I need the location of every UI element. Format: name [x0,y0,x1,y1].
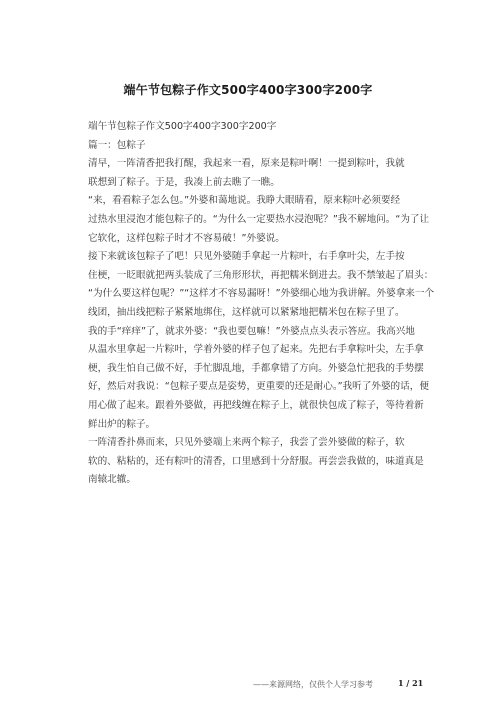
paragraph-line: 住梗，一眨眼就把两头装成了三角形形状，再把糯米倒进去。我不禁皱起了眉头： [88,269,434,281]
paragraph-line: 过热水里浸泡才能包粽子的。“为什么一定要热水浸泡呢？”我不解地问。“为了让 [88,213,430,225]
section-heading: 篇一：包粽子 [88,139,146,151]
paragraph-line: 接下来就该包粽子了吧！只见外婆随手拿起一片粽叶，右手拿叶尖，左手按 [88,251,405,263]
paragraph-line: “来，看看粽子怎么包。”外婆和蔼地说。我睁大眼睛看，原来粽叶必须要经 [88,195,401,207]
paragraph-line: 从温水里拿起一片粽叶，学着外婆的样子包了起来。先把右手拿粽叶尖，左手拿 [88,344,424,356]
paragraph-line: 清早，一阵清香把我打醒，我起来一看，原来是粽叶啊！一提到粽叶，我就 [88,158,405,170]
paragraph-line: 线团，抽出线把粽子紧紧地绑住，这样就可以紧紧地把糯米包在粽子里了。 [88,306,405,318]
paragraph-line: 好，然后对我说：“包粽子要点是姿势，更重要的还是耐心。”我听了外婆的话，便 [88,381,429,393]
document-title: 端午节包粽子作文500字400字300字200字 [123,83,373,97]
paragraph-line: 软的、粘粘的，还有粽叶的清香，口里感到十分舒服。再尝尝我做的，味道真是 [88,455,424,467]
subtitle-line: 端午节包粽子作文500字400字300字200字 [88,121,277,132]
footer-source-note: ——来源网络，仅供个人学习参考 [253,680,373,689]
paragraph-line: 梗，我生怕自己做不好，手忙脚乱地，手都拿错了方向。外婆急忙把我的手势摆 [88,362,424,374]
document-body [88,118,435,490]
paragraph-line: “为什么要这样包呢？”“这样才不容易漏呀！”外婆细心地为我讲解。外婆拿来一个 [88,288,435,300]
page-total: 21 [412,678,424,688]
paragraph-line: 它软化，这样包粽子时才不容易破！”外婆说。 [88,232,285,244]
paragraph-line: 用心做了起来。跟着外婆做，再把线缠在粽子上，就很快包成了粽子，等待着新 [88,399,424,411]
paragraph-line: 南辕北辙。 [88,474,136,486]
page-current: 1 [398,678,404,688]
paragraph-line: 鲜出炉的粽子。 [88,418,156,430]
paragraph-line: 一阵清香扑鼻而来，只见外婆端上来两个粽子，我尝了尝外婆做的粽子，软 [88,437,405,449]
paragraph-line: 联想到了粽子。于是，我凑上前去瞧了一瞧。 [88,176,280,188]
paragraph-line: 我的手“痒痒”了，就求外婆：“我也要包嘛！”外婆点点头表示答应。我高兴地 [88,325,415,337]
page-separator: / [406,678,410,688]
page-number [398,678,423,688]
